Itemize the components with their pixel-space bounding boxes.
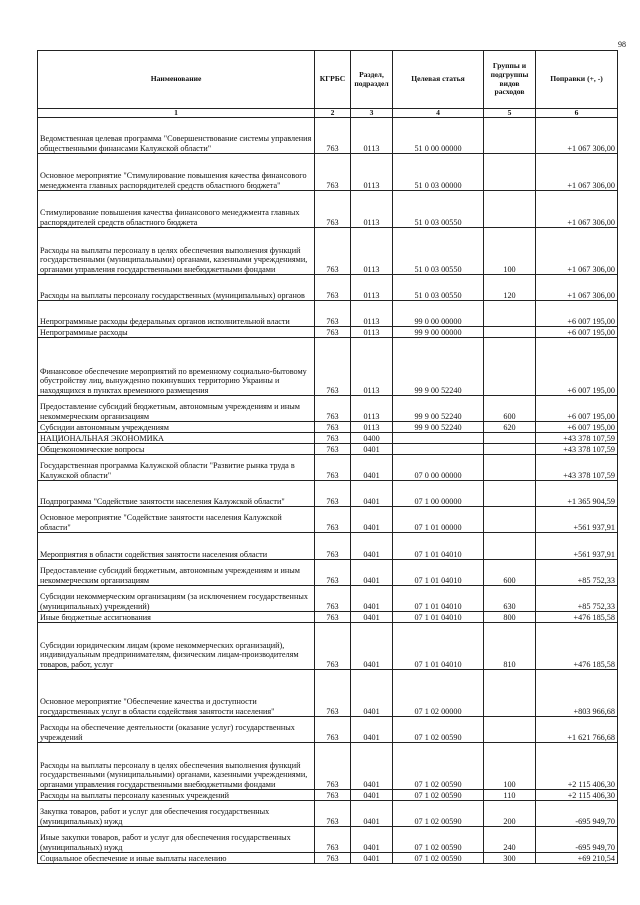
row-section-cell: 0401 [351,801,393,827]
row-kgrbs-cell: 763 [315,422,351,433]
row-section-cell: 0401 [351,455,393,481]
row-group-cell: 810 [484,623,536,670]
row-target-cell: 07 1 01 00000 [393,507,484,533]
table-row [38,228,618,275]
column-number-row [38,109,618,118]
column-number: 6 [536,109,618,118]
row-kgrbs-cell: 763 [315,743,351,790]
row-name-cell: Основное мероприятие "Обеспечение качества и доступности государственных услуг в области содействия занятости населения" [38,670,315,717]
row-kgrbs-cell: 763 [315,827,351,853]
row-kgrbs-cell: 763 [315,301,351,327]
row-amount-cell: -695 949,70 [536,827,618,853]
row-section-cell: 0401 [351,481,393,507]
table-row [38,790,618,801]
row-group-cell [484,481,536,507]
row-kgrbs-cell: 763 [315,507,351,533]
row-section-cell: 0401 [351,444,393,455]
row-group-cell [484,154,536,191]
row-target-cell [393,444,484,455]
row-name-cell: Предоставление субсидий бюджетным, автономным учреждениям и иным некоммерческим организациям [38,560,315,586]
row-group-cell: 600 [484,396,536,422]
budget-amendments-table [37,50,618,864]
row-amount-cell: +85 752,33 [536,560,618,586]
row-section-cell: 0401 [351,612,393,623]
row-amount-cell: -695 949,70 [536,801,618,827]
row-kgrbs-cell: 763 [315,444,351,455]
row-target-cell: 99 9 00 52240 [393,338,484,396]
row-kgrbs-cell: 763 [315,118,351,154]
row-section-cell: 0401 [351,623,393,670]
row-section-cell: 0401 [351,507,393,533]
row-amount-cell: +69 210,54 [536,853,618,864]
table-row [38,612,618,623]
table-row [38,586,618,612]
row-target-cell: 07 1 02 00590 [393,790,484,801]
row-kgrbs-cell: 763 [315,433,351,444]
row-kgrbs-cell: 763 [315,228,351,275]
row-name-cell: Основное мероприятие "Стимулирование повышения качества финансового менеджмента главных распорядителей средств областного бюджета" [38,154,315,191]
row-kgrbs-cell: 763 [315,717,351,743]
row-target-cell: 07 0 00 00000 [393,455,484,481]
row-target-cell: 07 1 02 00590 [393,801,484,827]
row-target-cell: 07 1 02 00590 [393,717,484,743]
table-row [38,191,618,228]
row-section-cell: 0113 [351,275,393,301]
row-section-cell: 0401 [351,586,393,612]
column-header-target: Целевая статья [393,51,484,109]
row-group-cell [484,670,536,717]
row-target-cell: 07 1 01 04010 [393,586,484,612]
row-section-cell: 0113 [351,301,393,327]
row-kgrbs-cell: 763 [315,853,351,864]
row-amount-cell: +561 937,91 [536,507,618,533]
row-group-cell: 100 [484,228,536,275]
row-group-cell: 110 [484,790,536,801]
row-kgrbs-cell: 763 [315,275,351,301]
row-group-cell: 100 [484,743,536,790]
row-kgrbs-cell: 763 [315,801,351,827]
table-row [38,507,618,533]
row-name-cell: Непрограммные расходы [38,327,315,338]
row-section-cell: 0400 [351,433,393,444]
row-amount-cell: +1 067 306,00 [536,191,618,228]
row-kgrbs-cell: 763 [315,154,351,191]
row-group-cell [484,455,536,481]
row-section-cell: 0401 [351,853,393,864]
row-amount-cell: +6 007 195,00 [536,338,618,396]
table-row [38,118,618,154]
row-section-cell: 0401 [351,790,393,801]
table-row [38,455,618,481]
column-number: 3 [351,109,393,118]
row-name-cell: Государственная программа Калужской области "Развитие рынка труда в Калужской области" [38,455,315,481]
row-kgrbs-cell: 763 [315,790,351,801]
table-row [38,827,618,853]
row-name-cell: Мероприятия в области содействия занятости населения области [38,533,315,560]
row-group-cell: 240 [484,827,536,853]
row-target-cell: 51 0 03 00550 [393,228,484,275]
column-header-group: Группы и подгруппы видов расходов [484,51,536,109]
row-section-cell: 0401 [351,743,393,790]
row-name-cell: Иные закупки товаров, работ и услуг для обеспечения государственных (муниципальных) нужд [38,827,315,853]
row-group-cell [484,191,536,228]
row-target-cell [393,433,484,444]
row-target-cell: 51 0 00 00000 [393,118,484,154]
row-section-cell: 0401 [351,670,393,717]
row-group-cell [484,444,536,455]
table-row [38,433,618,444]
row-group-cell [484,433,536,444]
row-amount-cell: +2 115 406,30 [536,743,618,790]
row-amount-cell: +476 185,58 [536,623,618,670]
row-name-cell: Финансовое обеспечение мероприятий по временному социально-бытовому обустройству лиц, вынужденно покинувших территорию Украины и находящихся в пунктах временного размещения [38,338,315,396]
row-section-cell: 0113 [351,154,393,191]
row-target-cell: 07 1 01 04010 [393,533,484,560]
row-target-cell: 07 1 02 00590 [393,853,484,864]
row-name-cell: Общеэкономические вопросы [38,444,315,455]
column-header-name: Наименование [38,51,315,109]
row-target-cell: 07 1 02 00590 [393,743,484,790]
row-amount-cell: +43 378 107,59 [536,433,618,444]
row-section-cell: 0113 [351,118,393,154]
row-amount-cell: +6 007 195,00 [536,396,618,422]
row-kgrbs-cell: 763 [315,455,351,481]
row-amount-cell: +1 365 904,59 [536,481,618,507]
row-group-cell: 600 [484,560,536,586]
row-amount-cell: +1 067 306,00 [536,275,618,301]
row-target-cell: 07 1 01 04010 [393,623,484,670]
row-kgrbs-cell: 763 [315,396,351,422]
row-name-cell: Ведомственная целевая программа "Совершенствование системы управления общественными финансами Калужской области" [38,118,315,154]
row-amount-cell: +43 378 107,59 [536,455,618,481]
row-name-cell: Непрограммные расходы федеральных органов исполнительной власти [38,301,315,327]
table-row [38,444,618,455]
row-kgrbs-cell: 763 [315,612,351,623]
table-row [38,717,618,743]
row-kgrbs-cell: 763 [315,533,351,560]
row-name-cell: Предоставление субсидий бюджетным, автономным учреждениям и иным некоммерческим организациям [38,396,315,422]
table-row [38,623,618,670]
row-amount-cell: +803 966,68 [536,670,618,717]
row-group-cell: 800 [484,612,536,623]
row-target-cell: 99 9 00 00000 [393,327,484,338]
row-kgrbs-cell: 763 [315,586,351,612]
table-row [38,801,618,827]
row-name-cell: Расходы на выплаты персоналу государственных (муниципальных) органов [38,275,315,301]
row-amount-cell: +85 752,33 [536,586,618,612]
column-number: 5 [484,109,536,118]
row-group-cell: 300 [484,853,536,864]
row-target-cell: 51 0 03 00000 [393,154,484,191]
row-group-cell: 200 [484,801,536,827]
row-name-cell: Субсидии некоммерческим организациям (за исключением государственных (муниципальных) учреждений) [38,586,315,612]
row-kgrbs-cell: 763 [315,191,351,228]
row-section-cell: 0113 [351,396,393,422]
column-header-kgrbs: КГРБС [315,51,351,109]
row-name-cell: Иные бюджетные ассигнования [38,612,315,623]
row-name-cell: Социальное обеспечение и иные выплаты населению [38,853,315,864]
row-kgrbs-cell: 763 [315,670,351,717]
row-name-cell: НАЦИОНАЛЬНАЯ ЭКОНОМИКА [38,433,315,444]
row-target-cell: 07 1 01 04010 [393,560,484,586]
column-number: 1 [38,109,315,118]
row-name-cell: Расходы на обеспечение деятельности (оказание услуг) государственных учреждений [38,717,315,743]
row-group-cell [484,717,536,743]
row-amount-cell: +1 067 306,00 [536,118,618,154]
table-row [38,743,618,790]
row-group-cell: 620 [484,422,536,433]
row-amount-cell: +1 621 766,68 [536,717,618,743]
row-amount-cell: +6 007 195,00 [536,422,618,433]
table-row [38,154,618,191]
row-amount-cell: +6 007 195,00 [536,301,618,327]
row-section-cell: 0401 [351,827,393,853]
row-group-cell [484,338,536,396]
row-group-cell [484,118,536,154]
row-group-cell [484,301,536,327]
table-row [38,670,618,717]
row-target-cell: 51 0 03 00550 [393,275,484,301]
row-target-cell: 07 1 01 04010 [393,612,484,623]
row-target-cell: 99 9 00 52240 [393,422,484,433]
row-amount-cell: +476 185,58 [536,612,618,623]
row-name-cell: Субсидии автономным учреждениям [38,422,315,433]
row-kgrbs-cell: 763 [315,560,351,586]
row-target-cell: 51 0 03 00550 [393,191,484,228]
page-number: 98 [618,40,626,49]
row-section-cell: 0113 [351,191,393,228]
row-name-cell: Субсидии юридическим лицам (кроме некоммерческих организаций), индивидуальным предпринимателям, физическим лицам-производителям товаров, работ, услуг [38,623,315,670]
table-row [38,338,618,396]
table-row [38,481,618,507]
row-kgrbs-cell: 763 [315,338,351,396]
row-amount-cell: +6 007 195,00 [536,327,618,338]
row-section-cell: 0113 [351,338,393,396]
table-row [38,560,618,586]
row-kgrbs-cell: 763 [315,481,351,507]
table-row [38,275,618,301]
table-header-row [38,51,618,109]
row-target-cell: 07 1 02 00590 [393,827,484,853]
row-section-cell: 0401 [351,717,393,743]
row-amount-cell: +561 937,91 [536,533,618,560]
row-kgrbs-cell: 763 [315,623,351,670]
table-row [38,301,618,327]
row-group-cell [484,507,536,533]
row-name-cell: Подпрограмма "Содействие занятости населения Калужской области" [38,481,315,507]
row-group-cell [484,533,536,560]
row-group-cell: 630 [484,586,536,612]
row-amount-cell: +1 067 306,00 [536,228,618,275]
row-group-cell [484,327,536,338]
row-section-cell: 0401 [351,533,393,560]
row-target-cell: 07 1 02 00000 [393,670,484,717]
table-row [38,853,618,864]
row-name-cell: Расходы на выплаты персоналу в целях обеспечения выполнения функций государственными (муниципальными) органами, казенными учреждениями, органами управления государственными внебюджетными фондами [38,228,315,275]
table-row [38,396,618,422]
column-header-amount: Поправки (+, -) [536,51,618,109]
row-section-cell: 0113 [351,422,393,433]
row-target-cell: 99 9 00 52240 [393,396,484,422]
row-name-cell: Основное мероприятие "Содействие занятости населения Калужской области" [38,507,315,533]
row-section-cell: 0401 [351,560,393,586]
row-name-cell: Закупка товаров, работ и услуг для обеспечения государственных (муниципальных) нужд [38,801,315,827]
row-section-cell: 0113 [351,228,393,275]
row-target-cell: 07 1 00 00000 [393,481,484,507]
column-header-section: Раздел, подраздел [351,51,393,109]
row-group-cell: 120 [484,275,536,301]
row-amount-cell: +2 115 406,30 [536,790,618,801]
row-target-cell: 99 0 00 00000 [393,301,484,327]
column-number: 4 [393,109,484,118]
row-name-cell: Стимулирование повышения качества финансового менеджмента главных распорядителей средств областного бюджета [38,191,315,228]
row-name-cell: Расходы на выплаты персоналу в целях обеспечения выполнения функций государственными (муниципальными) органами, казенными учреждениями, органами управления государственными внебюджетными фондами [38,743,315,790]
table-row [38,327,618,338]
row-amount-cell: +43 378 107,59 [536,444,618,455]
table-row [38,422,618,433]
column-number: 2 [315,109,351,118]
row-section-cell: 0113 [351,327,393,338]
row-amount-cell: +1 067 306,00 [536,154,618,191]
row-kgrbs-cell: 763 [315,327,351,338]
row-name-cell: Расходы на выплаты персоналу казенных учреждений [38,790,315,801]
table-row [38,533,618,560]
